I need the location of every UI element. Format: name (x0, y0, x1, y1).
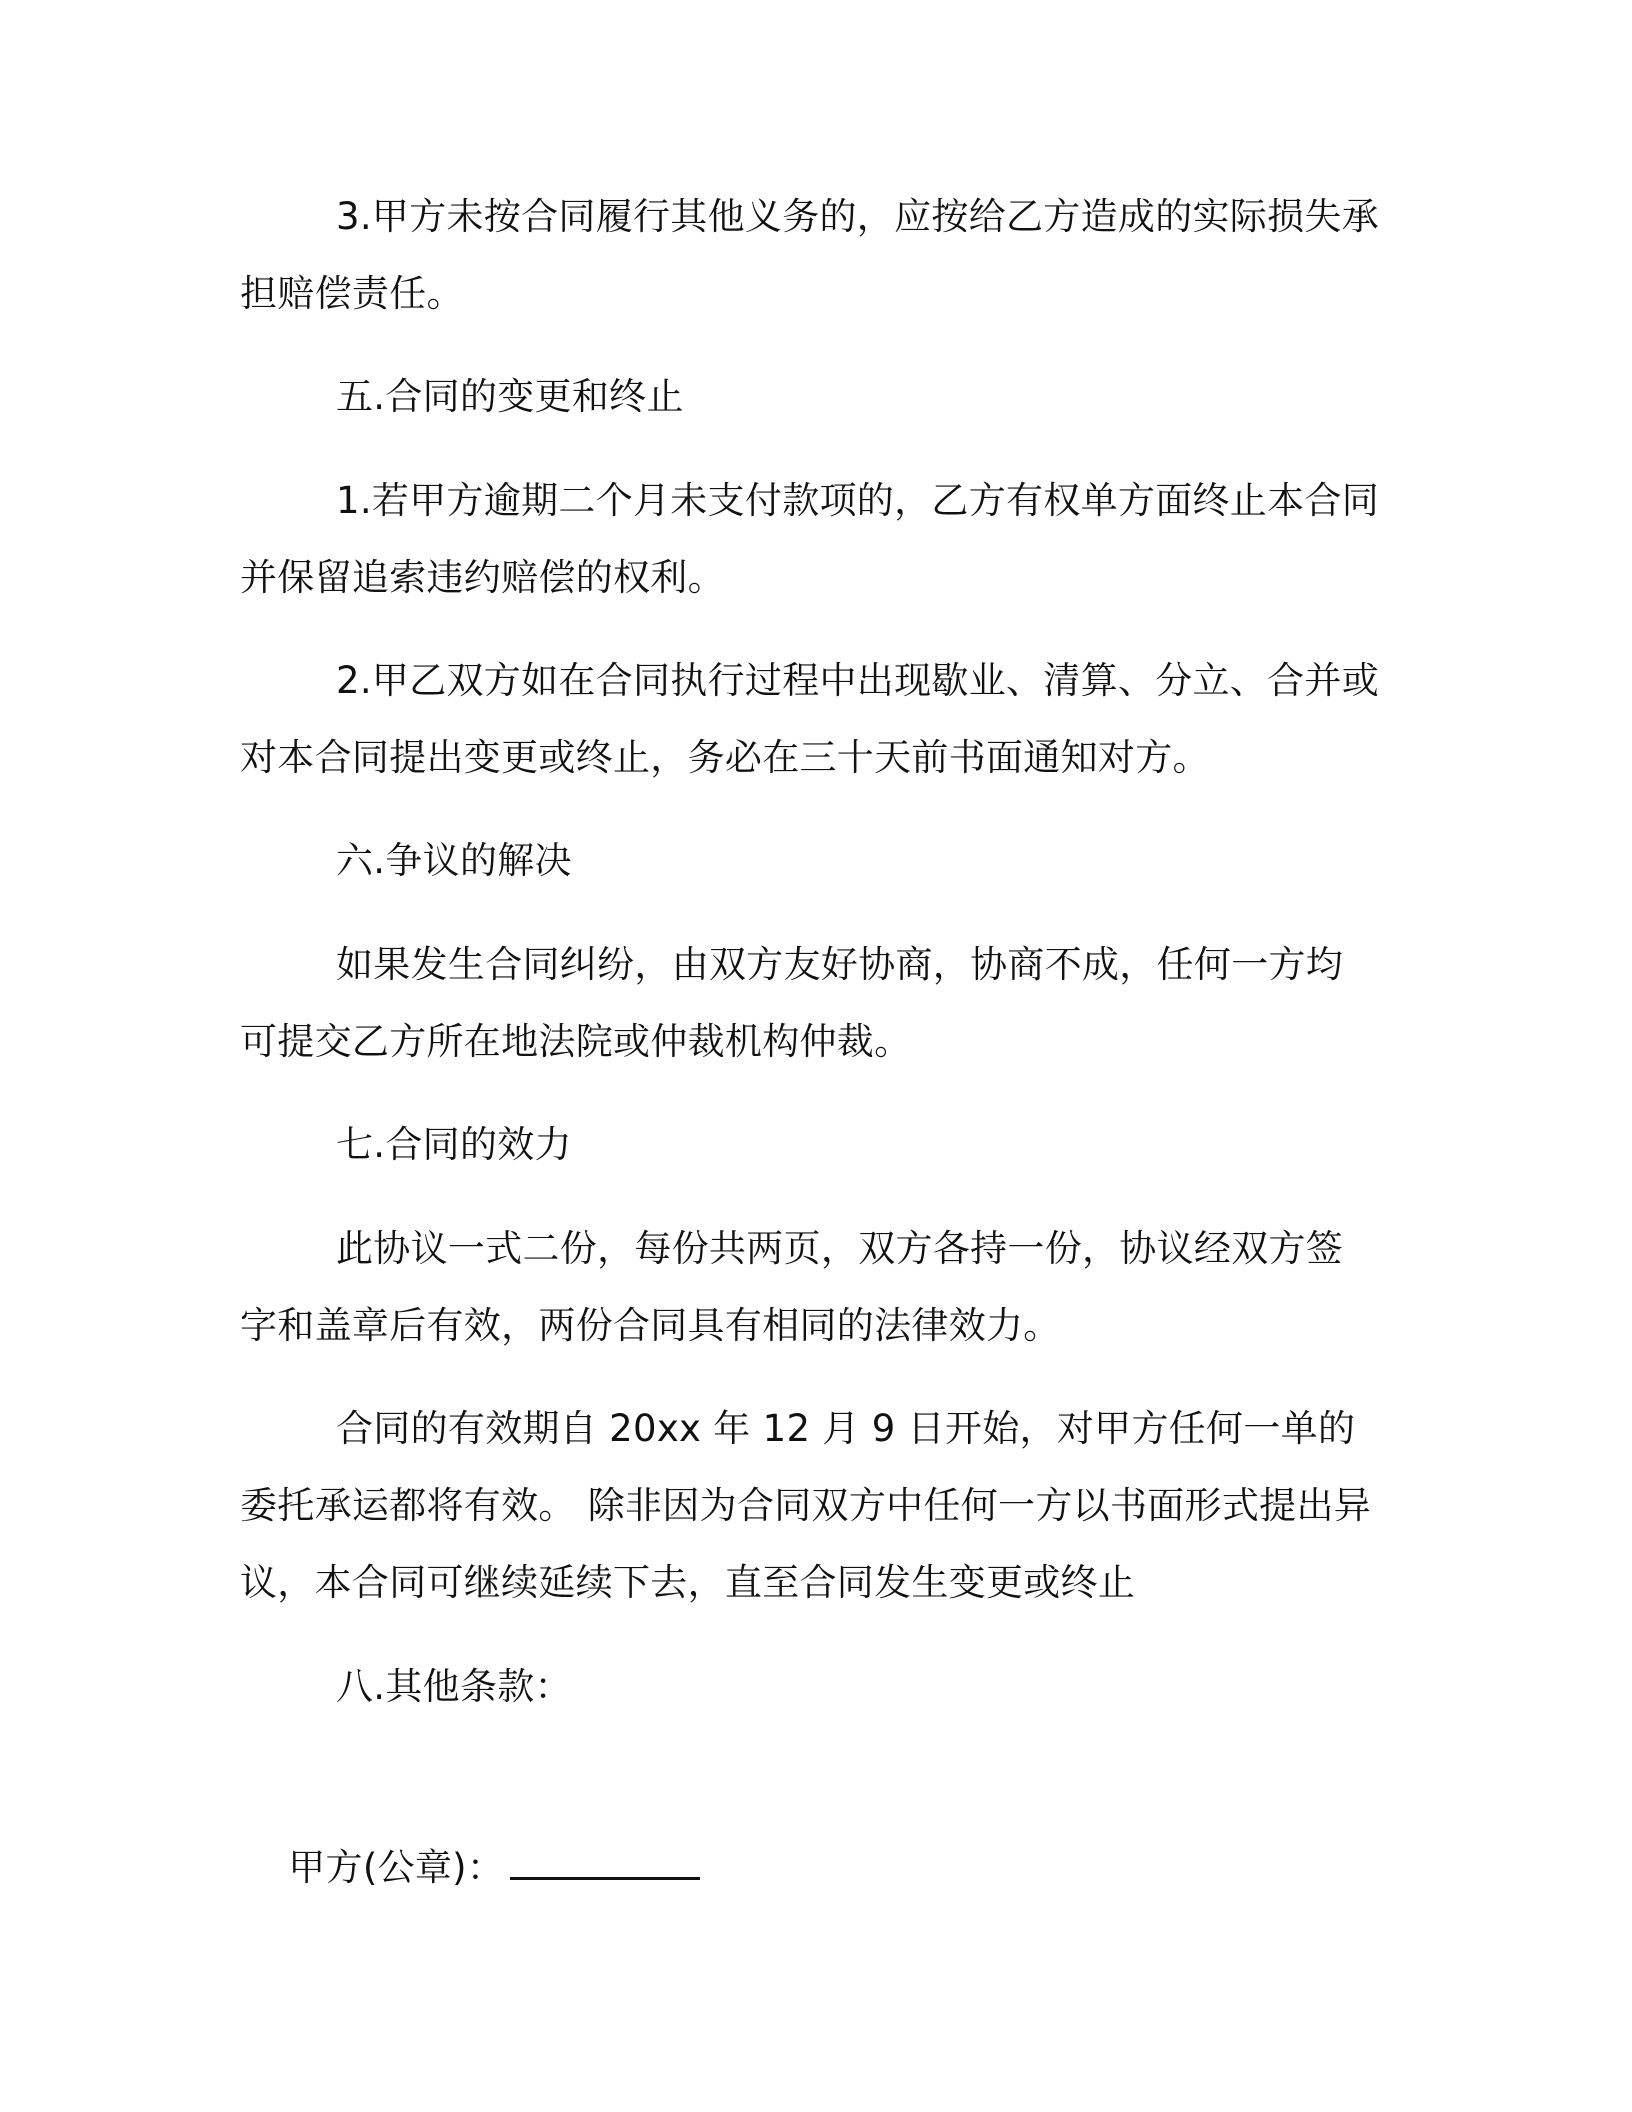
signature-blank-line (510, 1843, 700, 1880)
clause-5-1-paragraph: 1.若甲方逾期二个月未支付款项的，乙方有权单方面终止本合同并保留追索违约赔偿的权利。 (240, 479, 1379, 599)
section-6-heading: 六.争议的解决 (336, 839, 572, 882)
party-a-seal-label: 甲方(公章)： (288, 1846, 505, 1889)
section-5-heading: 五.合同的变更和终止 (336, 375, 684, 418)
validity-paragraph: 合同的有效期自 20xx 年 12 月 9 日开始，对甲方任何一单的委托承运都将有效。 除非因为合同双方中任何一方以书面形式提出异议，本合同可继续延续下去，直至合同发生变更或终止 (240, 1407, 1372, 1604)
section-7-heading: 七.合同的效力 (336, 1123, 572, 1166)
section-8-heading: 八.其他条款： (336, 1665, 572, 1708)
clause-4-3-paragraph: 3.甲方未按合同履行其他义务的，应按给乙方造成的实际损失承担赔偿责任。 (240, 195, 1379, 315)
effect-paragraph: 此协议一式二份，每份共两页，双方各持一份，协议经双方签字和盖章后有效，两份合同具有相同的法律效力。 (240, 1227, 1344, 1347)
clause-5-2-paragraph: 2.甲乙双方如在合同执行过程中出现歇业、清算、分立、合并或对本合同提出变更或终止，务必在三十天前书面通知对方。 (240, 659, 1379, 779)
dispute-paragraph: 如果发生合同纠纷，由双方友好协商，协商不成，任何一方均可提交乙方所在地法院或仲裁机构仲裁。 (240, 943, 1344, 1063)
party-a-signature-row (240, 1752, 1380, 1983)
